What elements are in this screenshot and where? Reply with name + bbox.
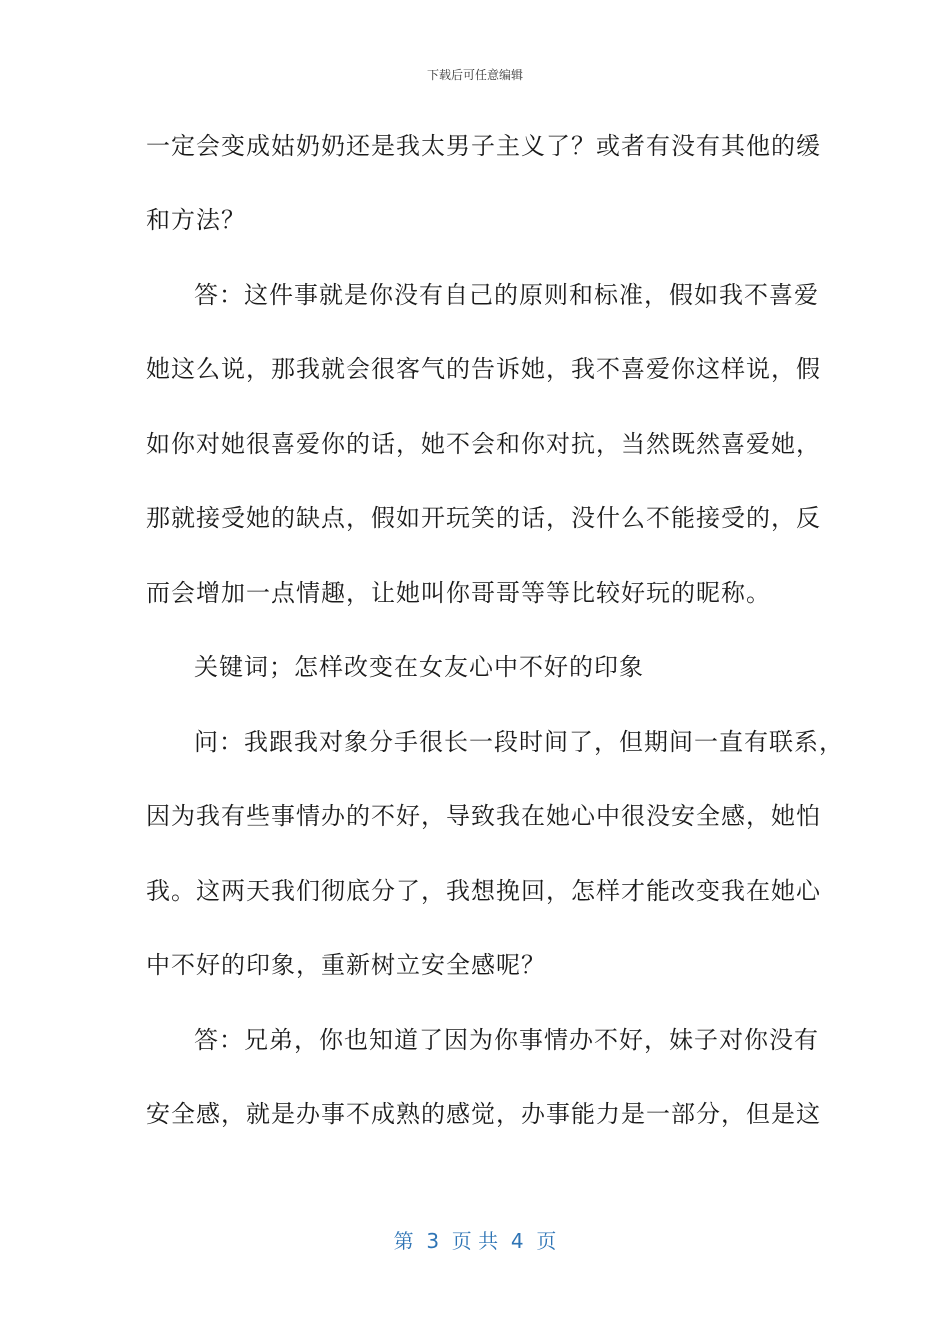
keyword-line: 关键词；怎样改变在女友心中不好的印象	[194, 653, 644, 681]
body-line: 而会增加一点情趣，让她叫你哥哥等等比较好玩的昵称。	[146, 579, 771, 607]
body-line: 答：兄弟，你也知道了因为你事情办不好，妹子对你没有	[194, 1026, 819, 1054]
body-line: 她这么说，那我就会很客气的告诉她，我不喜爱你这样说，假	[146, 355, 821, 383]
body-line: 问：我跟我对象分手很长一段时间了，但期间一直有联系，	[194, 728, 844, 756]
body-line: 中不好的印象，重新树立安全感呢？	[146, 951, 546, 979]
body-line: 一定会变成姑奶奶还是我太男子主义了？或者有没有其他的缓	[146, 132, 821, 160]
page-number-footer: 第 3 页 共 4 页	[393, 1229, 557, 1253]
body-line: 和方法？	[146, 206, 246, 234]
body-line: 如你对她很喜爱你的话，她不会和你对抗，当然既然喜爱她，	[146, 430, 821, 458]
body-line: 我。这两天我们彻底分了，我想挽回，怎样才能改变我在她心	[146, 877, 821, 905]
body-line: 答：这件事就是你没有自己的原则和标准，假如我不喜爱	[194, 281, 819, 309]
body-line: 因为我有些事情办的不好，导致我在她心中很没安全感，她怕	[146, 802, 821, 830]
page-header: 下载后可任意编辑	[426, 68, 523, 82]
body-line: 那就接受她的缺点，假如开玩笑的话，没什么不能接受的，反	[146, 504, 821, 532]
body-line: 安全感，就是办事不成熟的感觉，办事能力是一部分，但是这	[146, 1100, 821, 1128]
